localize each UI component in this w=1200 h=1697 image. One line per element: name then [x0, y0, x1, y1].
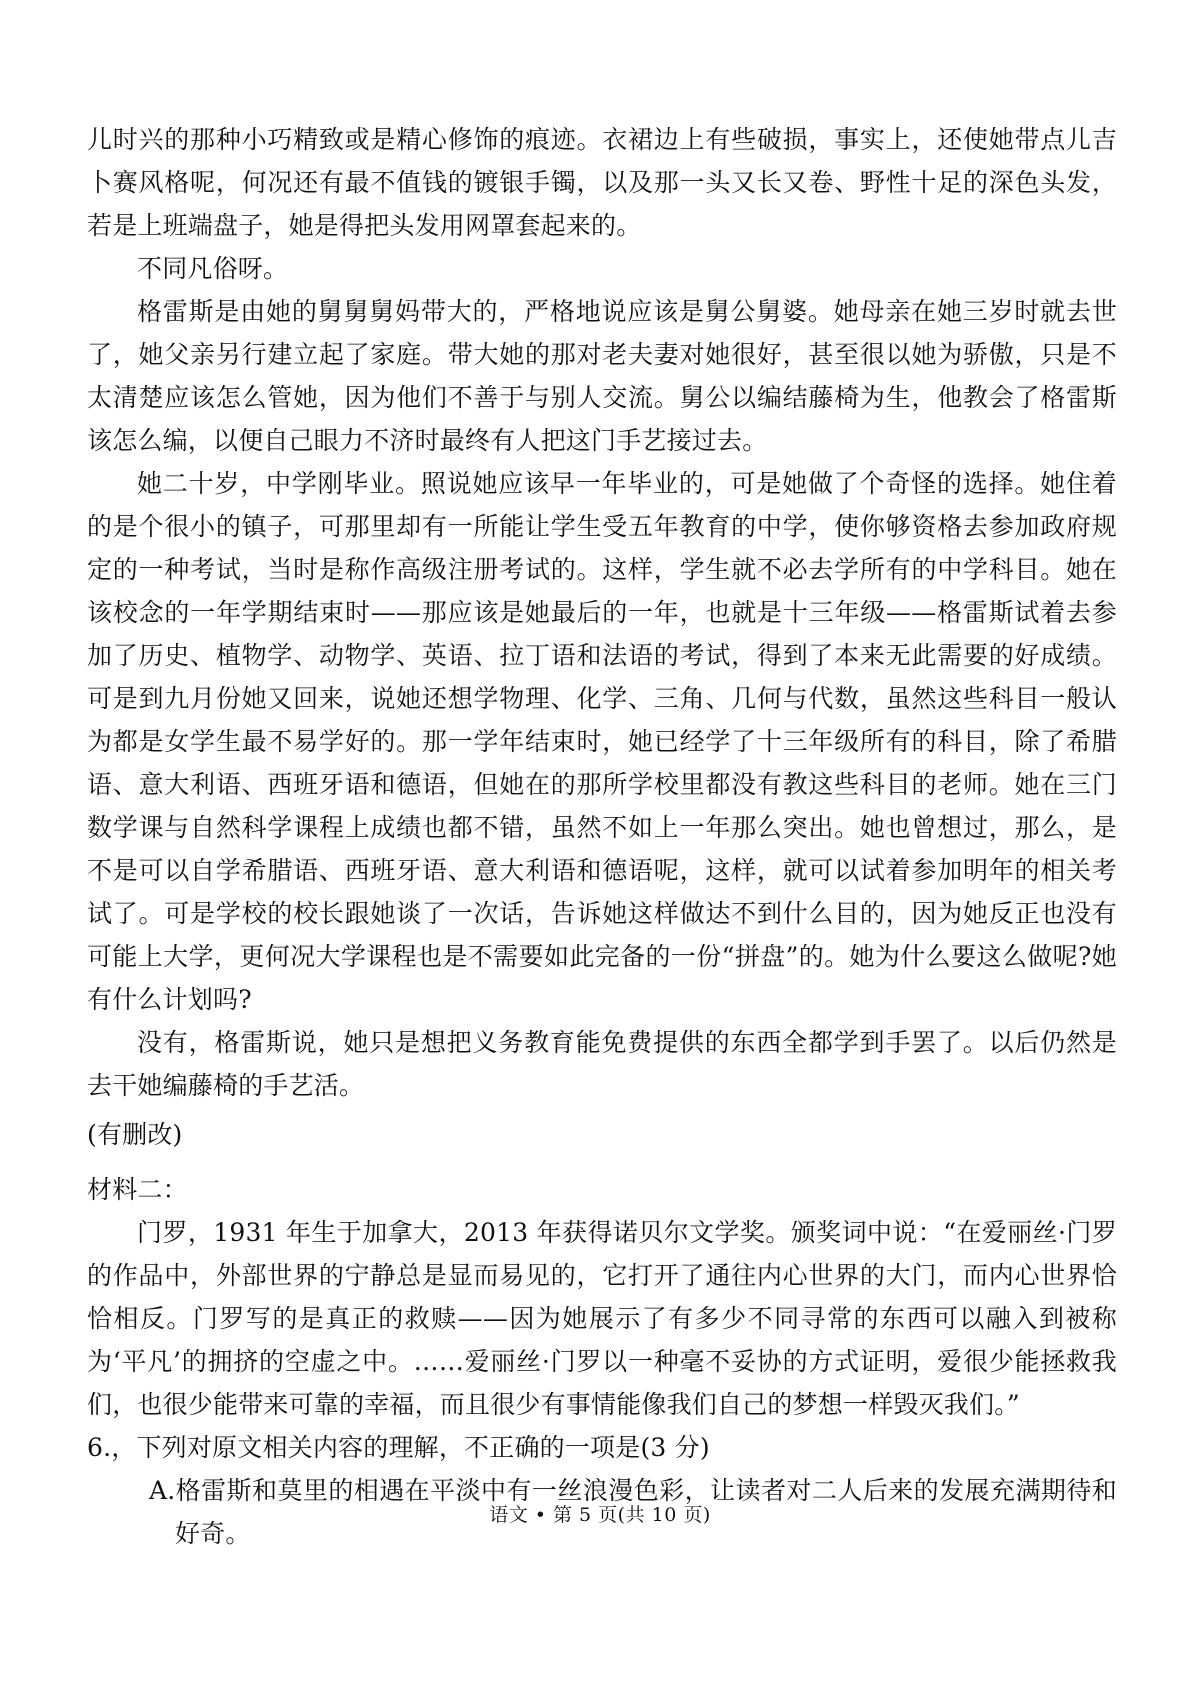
paragraph: 格雷斯是由她的舅舅舅妈带大的，严格地说应该是舅公舅婆。她母亲在她三岁时就去世了，她父亲另行建立起了家庭。带大她的那对老夫妻对她很好，甚至很以她为骄傲，只是不太清楚应该怎么管她，因为他们不善于与别人交流。舅公以编结藤椅为生，他教会了格雷斯该怎么编，以便自己眼力不济时最终有人把这门手艺接过去。: [87, 297, 1117, 455]
paragraph: 儿时兴的那种小巧精致或是精心修饰的痕迹。衣裙边上有些破损，事实上，还使她带点儿吉卜赛风格呢，何况还有最不值钱的镀银手镯，以及那一头又长又卷、野性十足的深色头发，若是上班端盘子，她是得把头发用网罩套起来的。: [87, 125, 1117, 240]
paragraph: 没有，格雷斯说，她只是想把义务教育能免费提供的东西全都学到手罢了。以后仍然是去干她编藤椅的手艺活。: [87, 1028, 1117, 1100]
page-footer: 语文 • 第 5 页(共 10 页): [489, 1504, 711, 1526]
paragraph: 门罗，1931 年生于加拿大，2013 年获得诺贝尔文学奖。颁奖词中说：“在爱丽丝·门罗的作品中，外部世界的宁静总是显而易见的，它打开了通往内心世界的大门，而内心世界恰恰相反。门罗写的是真正的救赎——因为她展示了有多少不同寻常的东西可以融入到被称为‘平凡’的拥挤的空虚之中。……爱丽丝·门罗以一种毫不妥协的方式证明，爱很少能拯救我们，也很少能带来可靠的幸福，而且很少有事情能像我们自己的梦想一样毁灭我们。”: [87, 1218, 1117, 1419]
answer-option-a: A.格雷斯和莫里的相遇在平淡中有一丝浪漫色彩，让读者对二人后来的发展充满期待和好奇。: [149, 1476, 1117, 1548]
document-body: [87, 118, 1117, 1555]
paragraph: 不同凡俗呀。: [137, 254, 289, 283]
material-label: 材料二：: [87, 1175, 188, 1204]
question-stem: 6.，下列对原文相关内容的理解，不正确的一项是(3 分): [87, 1433, 710, 1462]
paragraph: 她二十岁，中学刚毕业。照说她应该早一年毕业的，可是她做了个奇怪的选择。她住着的是个很小的镇子，可那里却有一所能让学生受五年教育的中学，使你够资格去参加政府规定的一种考试，当时是称作高级注册考试的。这样，学生就不必去学所有的中学科目。她在该校念的一年学期结束时——那应该是她最后的一年，也就是十三年级——格雷斯试着去参加了历史、植物学、动物学、英语、拉丁语和法语的考试，得到了本来无此需要的好成绩。可是到九月份她又回来，说她还想学物理、化学、三角、几何与代数，虽然这些科目一般认为都是女学生最不易学好的。那一学年结束时，她已经学了十三年级所有的科目，除了希腊语、意大利语、西班牙语和德语，但她在的那所学校里都没有教这些科目的老师。她在三门数学课与自然科学课程上成绩也都不错，虽然不如上一年那么突出。她也曾想过，那么，是不是可以自学希腊语、西班牙语、意大利语和德语呢，这样，就可以试着参加明年的相关考试了。可是学校的校长跟她谈了一次话，告诉她这样做达不到什么目的，因为她反正也没有可能上大学，更何况大学课程也是不需要如此完备的一份“拼盘”的。她为什么要这么做呢?她有什么计划吗?: [87, 469, 1117, 1014]
source-note: (有删改): [87, 1120, 183, 1149]
